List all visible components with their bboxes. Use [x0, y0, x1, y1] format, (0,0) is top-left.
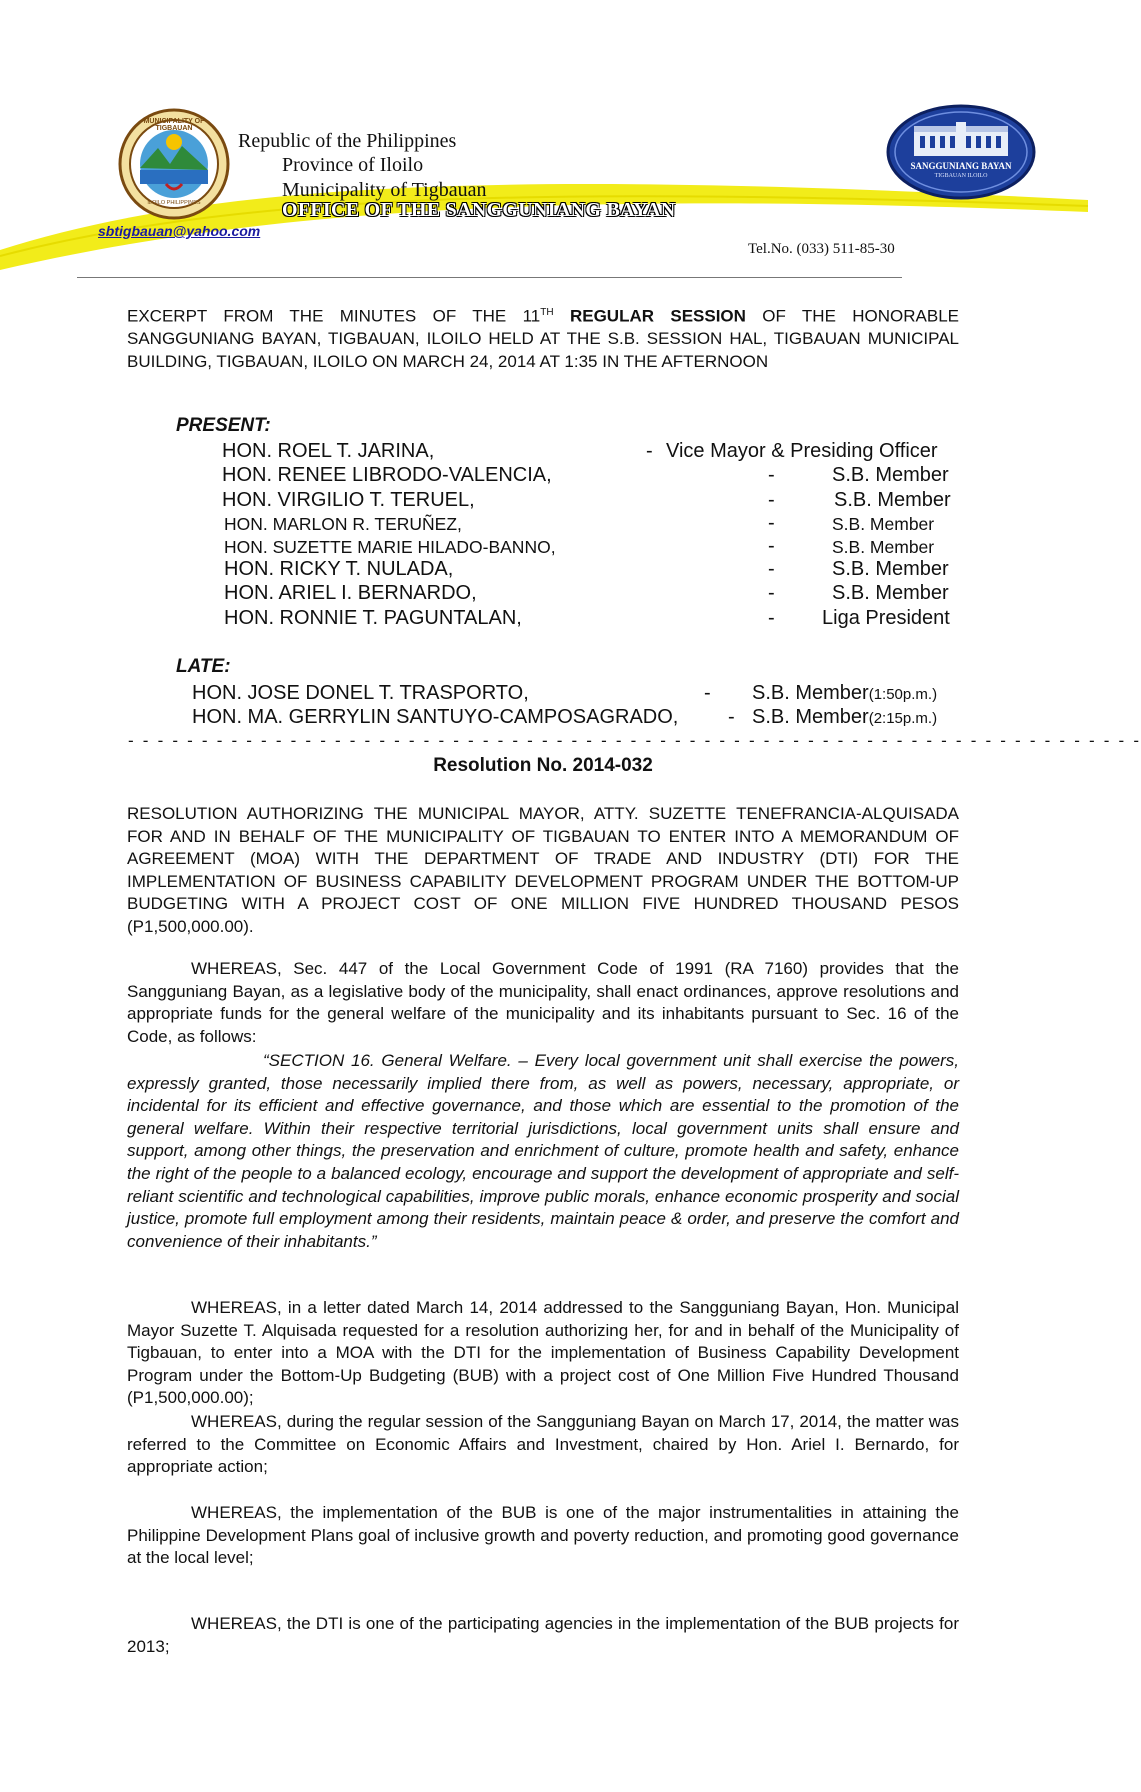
- late-heading: LATE:: [176, 656, 231, 677]
- present-member-name: HON. ARIEL I. BERNARDO,: [224, 582, 477, 604]
- sangguniang-bayan-logo: [886, 104, 1036, 200]
- late-role-label: S.B. Member: [752, 682, 869, 704]
- late-arrival-time: (2:15p.m.): [868, 710, 938, 727]
- present-member-dash: -: [768, 464, 775, 486]
- excerpt-text-2: OF THE HONORABLE SANGGUNIANG BAYAN, TIGBAUAN, ILOILO HELD AT THE S.B. SESSION HAL, TIGBAUAN MUNICIPAL BUILDING, TIGBAUAN, ILOILO ON MARCH 24, 2014 AT 1:35 IN THE AFTERNOON: [127, 306, 960, 371]
- present-member-name: HON. MARLON R. TERUÑEZ,: [224, 514, 462, 534]
- header-rule: [77, 277, 902, 278]
- present-member-role: S.B. Member: [834, 489, 951, 511]
- resolution-title: RESOLUTION AUTHORIZING THE MUNICIPAL MAYOR, ATTY. SUZETTE TENEFRANCIA-ALQUISADA FOR AND IN BEHALF OF THE MUNICIPALITY OF TIGBAUAN TO ENTER INTO A MEMORANDUM OF AGREEMENT (MOA) WITH THE DEPARTMENT OF TRADE AND INDUSTRY (DTI) FOR THE IMPLEMENTATION OF BUSINESS CAPABILITY DEVELOPMENT PROGRAM UNDER THE BOTTOM-UP BUDGETING WITH A PROJECT COST OF ONE MILLION FIVE HUNDRED THOUSAND PESOS (P1,500,000.00).: [127, 804, 959, 936]
- present-member-name: HON. SUZETTE MARIE HILADO-BANNO,: [224, 537, 556, 557]
- late-member-name: HON. JOSE DONEL T. TRASPORTO,: [192, 682, 529, 704]
- present-member-role: S.B. Member: [832, 558, 949, 580]
- present-member-dash: -: [768, 558, 775, 580]
- telephone-number: Tel.No. (033) 511-85-30: [748, 241, 895, 257]
- late-arrival-time: (1:50p.m.): [868, 686, 938, 703]
- municipal-seal-logo: [118, 108, 230, 220]
- present-member-role: S.B. Member: [832, 537, 935, 557]
- present-member-name: HON. RICKY T. NULADA,: [224, 558, 454, 580]
- general-welfare-quote: “SECTION 16. General Welfare. – Every local government unit shall exercise the powers, expressly granted, those necessarily implied there from, as well as powers, necessary, appropriate, or incidental for its efficient and effective governance, and those which are essential to the promotion of the general welfare. Within their respective territorial jurisdictions, local government units shall ensure and support, among other things, the preservation and enrichment of culture, promote health and safety, enhance the right of the people to a balanced ecology, encourage and support the development of appropriate and self-reliant scientific and technological capabilities, improve public morals, enhance economic prosperity and social justice, promote full employment among their residents, maintain peace & order, and preserve the comfort and convenience of their inhabitants.”: [127, 1051, 959, 1251]
- seal-text: MUNICIPALITY OF TIGBAUAN: [143, 118, 205, 132]
- present-member-role: S.B. Member: [832, 514, 935, 534]
- whereas-paragraph: WHEREAS, Sec. 447 of the Local Government Code of 1991 (RA 7160) provides that the Sangguniang Bayan, as a legislative body of the municipality, shall enact ordinances, approve resolutions and appropriate funds for the general welfare of the municipality and its inhabitants pursuant to Sec. 16 of the Code, as follows:: [127, 959, 959, 1046]
- whereas-paragraph: WHEREAS, during the regular session of the Sangguniang Bayan on March 17, 2014, the matter was referred to the Committee on Economic Affairs and Investment, chaired by Hon. Ariel I. Bernardo, for appropriate action;: [127, 1412, 959, 1477]
- whereas-paragraph: WHEREAS, in a letter dated March 14, 2014 addressed to the Sangguniang Bayan, Hon. Municipal Mayor Suzette T. Alquisada requested for a resolution authorizing her, for and in behalf of the Municipality of Tigbauan, to enter into a MOA with the DTI for the implementation of Business Capability Development Program under the Bottom-Up Budgeting (BUB) with a project cost of One Million Five Hundred Thousand (P1,500,000.00);: [127, 1298, 959, 1408]
- late-member-role: [752, 706, 937, 729]
- late-member-dash: -: [704, 682, 711, 704]
- present-member-role: S.B. Member: [832, 464, 949, 486]
- present-member-role: Liga President: [822, 607, 950, 629]
- office-title: OFFICE OF THE SANGGUNIANG BAYAN: [282, 199, 676, 221]
- seal-bottom-text: ILOILO PHILIPPINES: [147, 200, 201, 206]
- province-line: Province of Iloilo: [282, 154, 424, 176]
- logo-subtitle: TIGBAUAN ILOILO: [934, 173, 988, 179]
- present-member-name: HON. RENEE LIBRODO-VALENCIA,: [222, 464, 552, 486]
- present-member-name: HON. VIRGILIO T. TERUEL,: [222, 489, 475, 511]
- republic-line: Republic of the Philippines: [238, 130, 457, 152]
- late-member-role: [752, 682, 937, 705]
- whereas-paragraph: WHEREAS, the DTI is one of the participating agencies in the implementation of the BUB projects for 2013;: [127, 1614, 959, 1656]
- excerpt-text-1: EXCERPT FROM THE MINUTES OF THE 11: [127, 306, 541, 326]
- excerpt-session: REGULAR SESSION: [569, 306, 746, 326]
- dashed-separator: - - - - - - - - - - - - - - - - - - - - - - - - - - - - - - - - - - - - - - - - - - - - - - - - - - - - - - - - - - - - - - - - - - - - -: [128, 731, 1141, 750]
- present-member-name: HON. RONNIE T. PAGUNTALAN,: [224, 607, 522, 629]
- present-member-dash: -: [768, 489, 775, 511]
- municipality-line: Municipality of Tigbauan: [282, 179, 487, 201]
- late-role-label: S.B. Member: [752, 706, 869, 728]
- logo-title: SANGGUNIANG BAYAN: [910, 161, 1012, 171]
- email-link[interactable]: sbtigbauan@yahoo.com: [98, 223, 261, 239]
- present-member-role: Vice Mayor & Presiding Officer: [666, 440, 938, 462]
- whereas-paragraph: WHEREAS, the implementation of the BUB is one of the major instrumentalities in attaining the Philippine Development Plans goal of inclusive growth and poverty reduction, and promoting good governance at the local level;: [127, 1503, 959, 1568]
- present-member-dash: -: [768, 582, 775, 604]
- resolution-number: Resolution No. 2014-032: [433, 755, 653, 776]
- present-member-dash: -: [768, 607, 775, 629]
- late-member-name: HON. MA. GERRYLIN SANTUYO-CAMPOSAGRADO,: [192, 706, 679, 728]
- excerpt-paragraph: [127, 302, 959, 373]
- present-member-dash: -: [646, 440, 653, 462]
- excerpt-superscript: TH: [540, 307, 554, 318]
- present-member-dash: -: [768, 535, 775, 557]
- present-member-name: HON. ROEL T. JARINA,: [222, 440, 435, 462]
- present-member-role: S.B. Member: [832, 582, 949, 604]
- late-member-dash: -: [728, 706, 735, 728]
- present-heading: PRESENT:: [176, 415, 271, 436]
- present-member-dash: -: [768, 512, 775, 534]
